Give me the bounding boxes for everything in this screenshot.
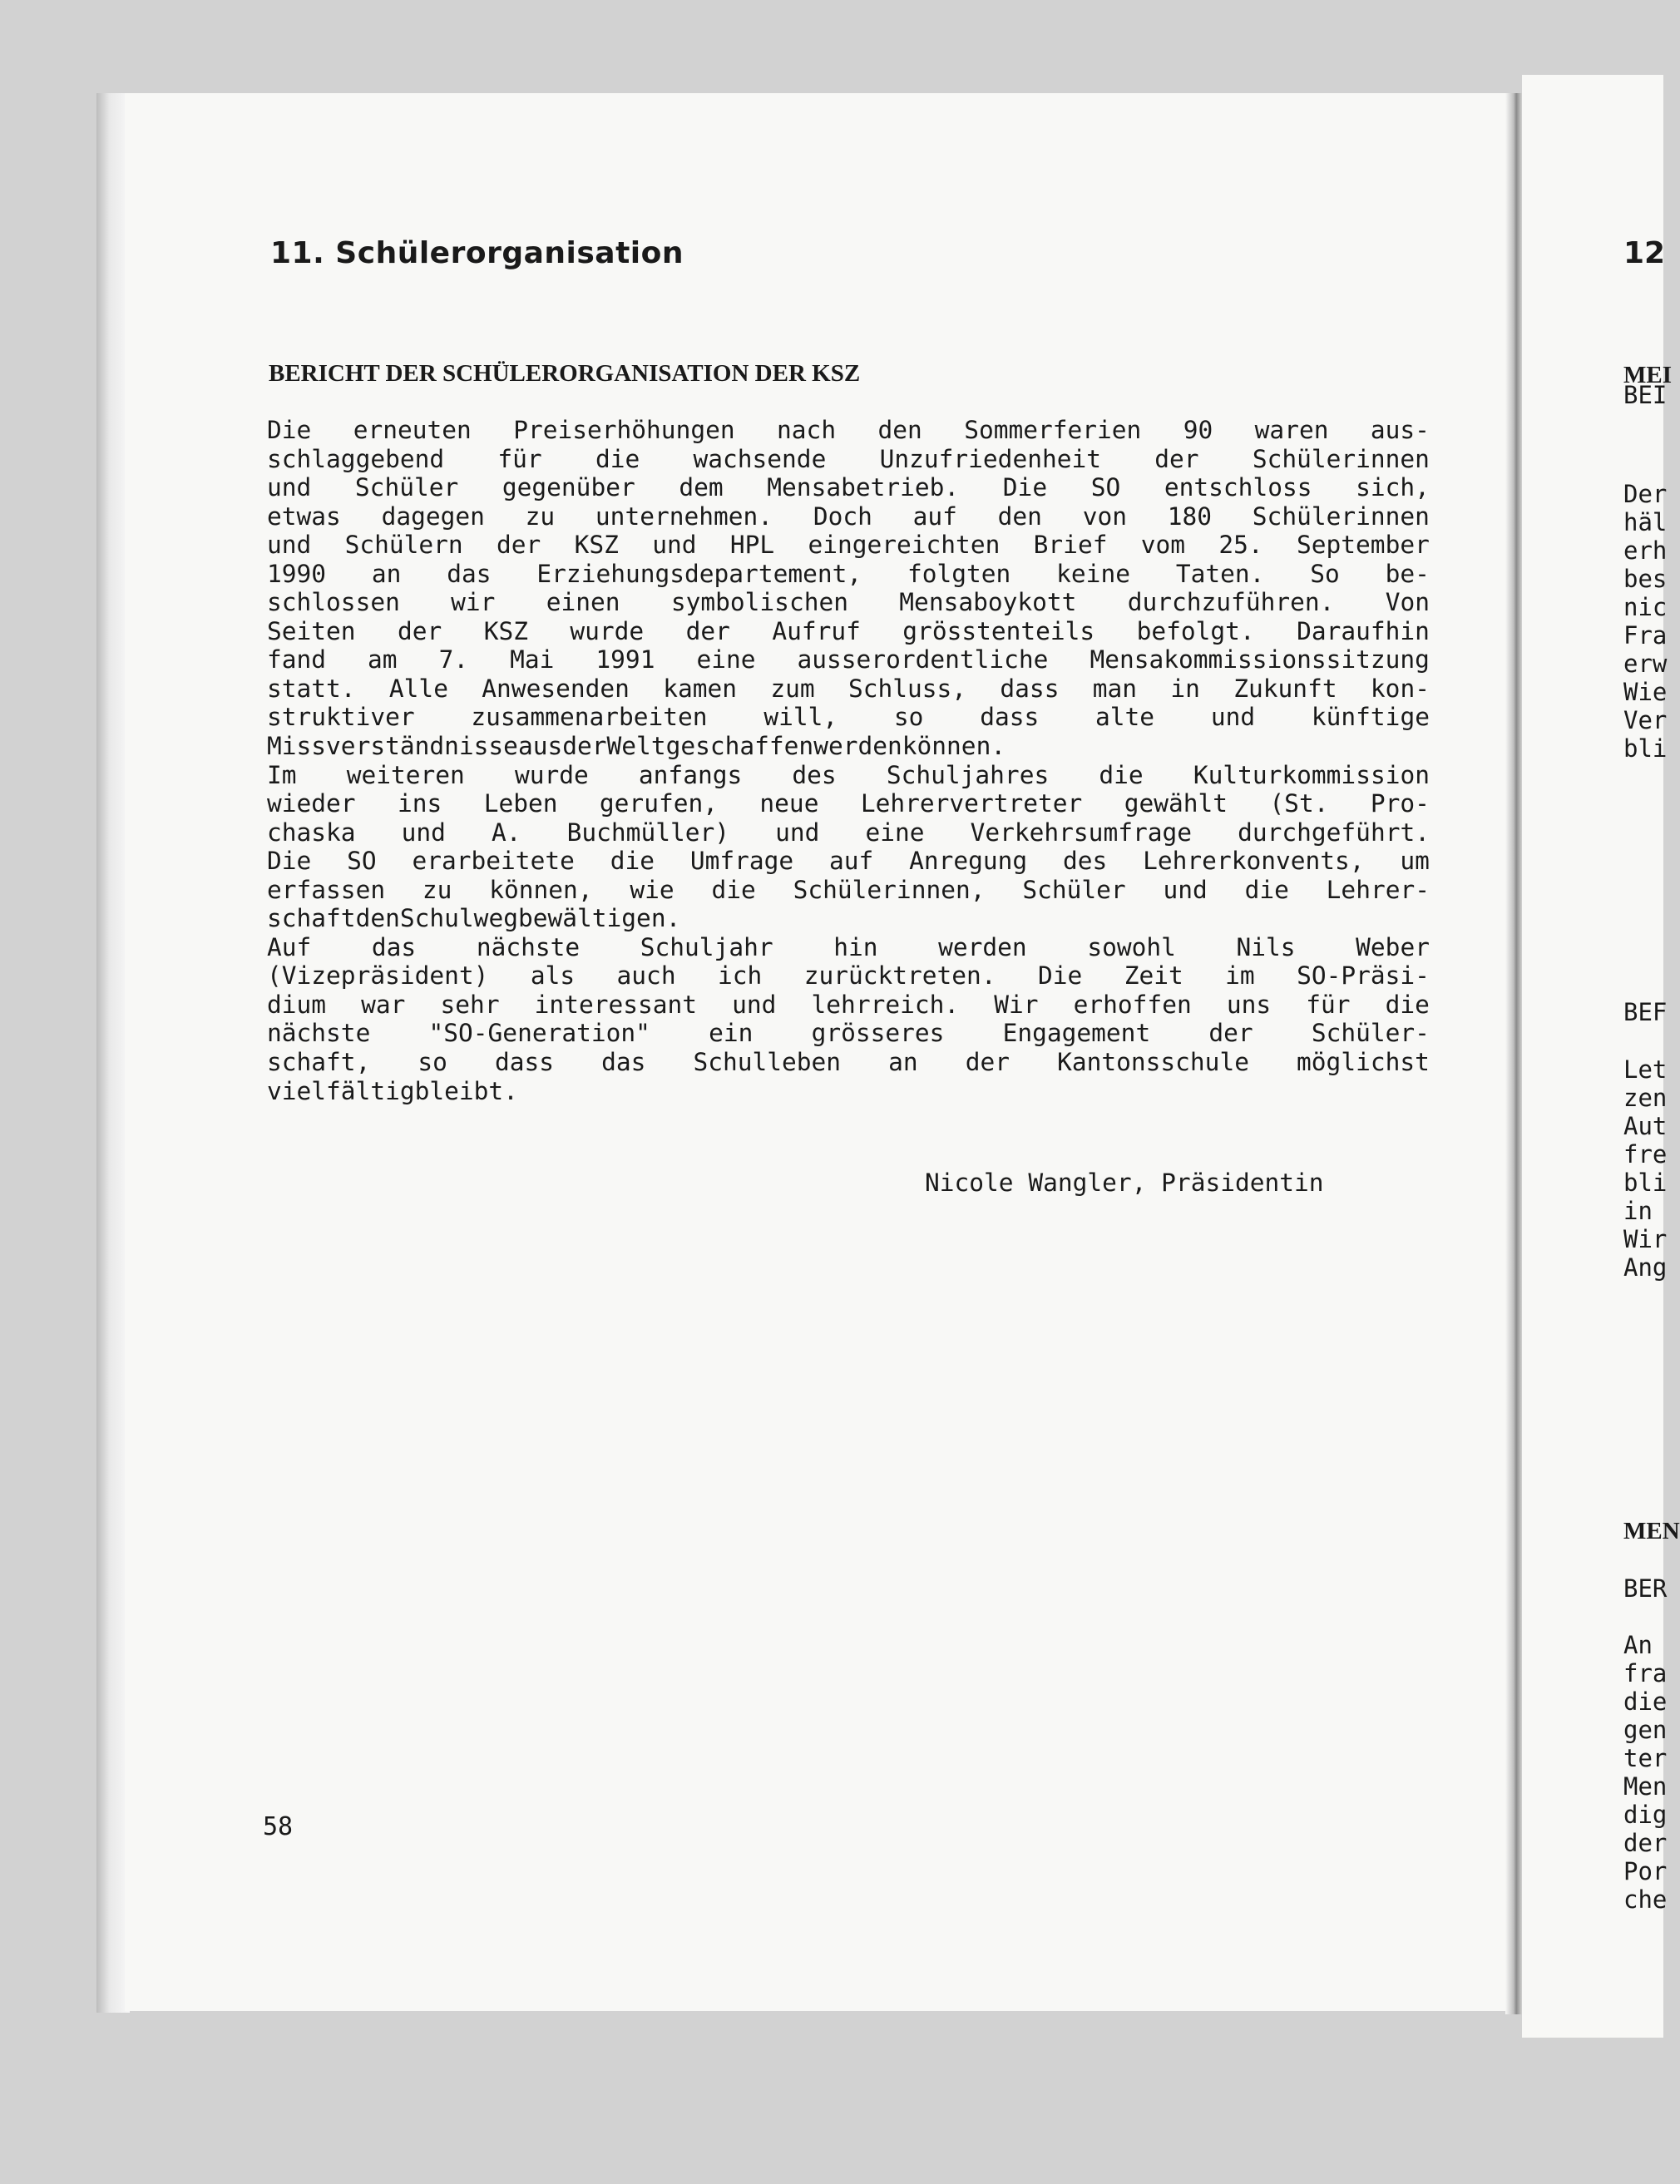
body-line — [267, 847, 1430, 876]
body-word: um — [1400, 847, 1430, 876]
body-word: folgten — [907, 559, 1011, 588]
body-word: Seiten — [267, 616, 356, 645]
body-word: 90 — [1183, 416, 1213, 444]
body-word: KSZ — [483, 616, 528, 645]
body-word: Alle — [388, 674, 448, 703]
body-word: nach — [777, 416, 837, 444]
body-word: Anwesenden — [482, 674, 630, 703]
body-word: Schüler- — [1311, 1019, 1430, 1048]
body-word: gerufen, — [599, 789, 718, 818]
body-word: des — [792, 760, 837, 789]
body-word: geschaffen — [665, 732, 814, 761]
book-spine — [1505, 93, 1524, 2014]
body-word: Aufruf — [772, 616, 861, 645]
body-word: weiteren — [346, 760, 465, 789]
body-word: Lehrer- — [1326, 875, 1430, 904]
body-word: struktiver — [267, 703, 415, 732]
body-word: hin — [833, 932, 878, 961]
body-word: erhoffen — [1073, 990, 1192, 1019]
body-word: Schülerinnen — [1252, 502, 1430, 531]
body-line — [267, 473, 1430, 502]
body-word: kon- — [1370, 674, 1430, 703]
body-word: symbolischen — [670, 588, 848, 617]
body-word: aus- — [1370, 416, 1430, 444]
body-word: der — [1154, 444, 1199, 473]
body-word: und — [775, 818, 820, 847]
body-word: waren — [1254, 416, 1329, 444]
body-word: schaft, — [267, 1048, 371, 1077]
body-word: aus — [517, 732, 563, 761]
body-word: wurde — [514, 760, 589, 789]
right-page-fragment: Aut — [1623, 1112, 1668, 1140]
body-word: keine — [1056, 559, 1130, 588]
body-line — [267, 588, 1430, 617]
body-word: ich — [717, 961, 763, 991]
right-page-fragment: gen — [1623, 1716, 1668, 1744]
body-word: wir — [451, 588, 496, 617]
body-word: Sommerferien — [964, 416, 1142, 444]
body-word: gegenüber — [502, 473, 635, 502]
body-word: KSZ — [574, 531, 619, 560]
report-title: BERICHT DER SCHÜLERORGANISATION DER KSZ — [269, 360, 861, 387]
body-word: und — [652, 531, 697, 560]
body-word: Kantonsschule — [1057, 1048, 1249, 1077]
body-word: die — [711, 875, 756, 904]
body-word: von — [1082, 502, 1127, 531]
body-word: Die — [267, 847, 312, 876]
body-word: So — [1310, 559, 1340, 588]
body-word: Im — [267, 760, 297, 789]
body-word: und — [267, 473, 312, 502]
body-word: Zukunft — [1233, 674, 1337, 703]
right-page-fragment: BER — [1623, 1574, 1668, 1603]
body-word: interessant — [534, 990, 698, 1019]
signature: Nicole Wangler, Präsidentin — [925, 1169, 1324, 1197]
body-word: gewählt — [1124, 789, 1228, 818]
body-word: schlaggebend — [267, 444, 445, 473]
body-word: zu — [525, 502, 556, 531]
body-word: Schüler — [354, 473, 459, 502]
right-page-fragment: che — [1623, 1885, 1668, 1914]
body-word: Brief — [1033, 531, 1108, 560]
body-line — [267, 961, 1430, 991]
body-word: (Vizepräsident) — [267, 961, 489, 991]
right-page-fragment: zen — [1623, 1084, 1668, 1112]
body-word: chaska — [267, 818, 356, 847]
body-word: wie — [630, 875, 674, 904]
body-word: eine — [696, 645, 756, 674]
right-page-fragment: nic — [1623, 593, 1668, 621]
body-word: der — [562, 732, 607, 761]
right-page-fragment: An — [1623, 1631, 1653, 1659]
body-word: können, — [489, 875, 593, 904]
body-word: vielfältig — [267, 1076, 415, 1105]
body-word: den — [877, 416, 922, 444]
body-line — [267, 617, 1430, 646]
body-word: Doch — [813, 502, 872, 531]
body-word: Die — [267, 416, 312, 444]
body-word: Umfrage — [689, 847, 794, 876]
body-word: Verkehrsumfrage — [970, 818, 1193, 847]
body-word: 180 — [1167, 502, 1213, 531]
body-word: einen — [546, 588, 620, 617]
body-word: Zeit — [1124, 961, 1183, 991]
right-page-fragment: bli — [1623, 1169, 1668, 1197]
body-word: Mensabetrieb. — [767, 473, 960, 502]
body-word: vom — [1140, 531, 1186, 560]
body-word: erneuten — [353, 416, 472, 444]
body-word: SO — [1090, 473, 1121, 502]
body-line — [267, 732, 1430, 761]
body-word: und — [732, 990, 777, 1019]
body-line — [267, 703, 1430, 732]
body-word: Die — [1037, 961, 1083, 991]
body-word: dagegen — [381, 502, 485, 531]
body-word: so — [893, 703, 924, 732]
body-word: Schulweg — [399, 904, 518, 933]
body-word: will, — [763, 703, 838, 732]
body-line — [267, 1077, 1430, 1106]
body-word: die — [1244, 875, 1289, 904]
right-page-fragment: Ang — [1623, 1253, 1668, 1282]
body-word: und — [1163, 875, 1208, 904]
body-word: Mensakommissionssitzung — [1090, 645, 1430, 674]
body-word: bleibt. — [414, 1076, 518, 1105]
body-word: für — [497, 444, 542, 473]
body-word: A. — [492, 818, 521, 847]
report-body — [267, 416, 1430, 1105]
body-word: Auf — [267, 932, 312, 961]
body-word: die — [610, 847, 655, 876]
body-word: für — [1306, 990, 1351, 1019]
body-word: zurücktreten. — [803, 961, 996, 991]
body-word: Welt — [606, 732, 666, 761]
body-word: ausserordentliche — [797, 645, 1049, 674]
right-page-fragment: BEI — [1623, 381, 1668, 409]
body-word: schlossen — [267, 588, 400, 617]
right-page-fragment: der — [1623, 1829, 1668, 1857]
body-word: an — [371, 559, 402, 588]
body-word: die — [1099, 760, 1144, 789]
body-word: auch — [616, 961, 676, 991]
body-word: zu — [422, 875, 452, 904]
body-word: durchgeführt. — [1238, 818, 1430, 847]
body-word: können. — [902, 732, 1006, 761]
body-word: dem — [679, 473, 724, 502]
body-word: so — [418, 1048, 447, 1077]
right-page-fragment: erw — [1623, 650, 1668, 678]
body-word: in — [1170, 674, 1200, 703]
body-word: befolgt. — [1136, 616, 1255, 645]
right-page-fragment: die — [1623, 1687, 1668, 1716]
body-word: statt. — [267, 674, 356, 703]
right-page-fragment: dig — [1623, 1801, 1668, 1829]
body-line — [267, 904, 1430, 933]
body-word: be- — [1385, 559, 1430, 588]
body-word: sowohl — [1087, 932, 1176, 961]
body-word: Pro- — [1370, 789, 1430, 818]
body-word: sich, — [1356, 473, 1430, 502]
body-word: Wir — [994, 990, 1039, 1019]
right-page-fragment: bes — [1623, 565, 1668, 593]
body-word: nächste — [476, 932, 581, 961]
body-word: Schuljahres — [886, 760, 1050, 789]
right-page-fragment: BEF — [1623, 998, 1668, 1026]
body-word: Mai — [510, 645, 555, 674]
body-word: bewältigen. — [517, 904, 681, 933]
body-word: Schülerinnen, — [793, 875, 986, 904]
body-word: künftige — [1311, 703, 1430, 732]
body-word: zusammenarbeiten — [471, 703, 708, 732]
body-word: das — [371, 932, 417, 961]
body-word: war — [361, 990, 406, 1019]
right-page-fragment: 12 — [1623, 236, 1666, 270]
body-word: Unzufriedenheit — [879, 444, 1102, 473]
body-word: der — [685, 616, 730, 645]
body-word: die — [1385, 990, 1430, 1019]
body-word: nächste — [267, 1019, 371, 1048]
body-line — [267, 789, 1430, 818]
body-line — [267, 761, 1430, 790]
right-page-fragment: Let — [1623, 1055, 1668, 1084]
body-word: Schuljahr — [640, 932, 773, 961]
body-word: erfassen — [267, 875, 386, 904]
body-line — [267, 645, 1430, 674]
page-number: 58 — [263, 1812, 294, 1841]
right-page-fragment: Wir — [1623, 1225, 1668, 1253]
right-page-fragment: Wie — [1623, 678, 1668, 706]
right-page-fragment: häl — [1623, 508, 1668, 536]
body-word: HPL — [729, 531, 775, 560]
body-word: Lehrervertreter — [860, 789, 1083, 818]
body-word: Engagement — [1002, 1019, 1151, 1048]
body-word: Schulleben — [693, 1048, 842, 1077]
body-word: wieder — [267, 789, 356, 818]
body-line — [267, 416, 1430, 445]
right-page-fragment: in — [1623, 1197, 1653, 1225]
body-word: am — [368, 645, 398, 674]
body-word: Von — [1385, 588, 1430, 617]
right-page-fragment: MEN — [1623, 1518, 1680, 1544]
body-word: 25. — [1218, 531, 1263, 560]
body-line — [267, 818, 1430, 847]
body-word: "SO-Generation" — [428, 1019, 650, 1048]
body-word: Daraufhin — [1297, 616, 1430, 645]
right-page-fragment: MEI — [1623, 362, 1672, 388]
right-page-fragment: erh — [1623, 536, 1668, 565]
body-word: grösseres — [811, 1019, 945, 1048]
body-word: möglichst — [1297, 1048, 1430, 1077]
body-word: Nils — [1236, 932, 1296, 961]
body-word: durchzuführen. — [1127, 588, 1335, 617]
body-word: ins — [397, 789, 442, 818]
body-word: der — [965, 1048, 1010, 1077]
body-word: dass — [494, 1048, 555, 1077]
body-word: das — [447, 559, 492, 588]
body-line — [267, 531, 1430, 560]
right-page-fragment: Fra — [1623, 621, 1668, 650]
body-line — [267, 933, 1430, 962]
body-word: an — [888, 1048, 918, 1077]
body-word: Missverständnisse — [267, 732, 518, 761]
body-word: ein — [709, 1019, 754, 1048]
body-word: eine — [865, 818, 925, 847]
body-word: der — [397, 616, 442, 645]
body-word: 1991 — [595, 645, 655, 674]
body-word: alte — [1095, 703, 1155, 732]
body-word: September — [1297, 531, 1430, 560]
right-page-fragment: Por — [1623, 1857, 1668, 1885]
body-word: fand — [267, 645, 327, 674]
body-word: SO-Präsi- — [1297, 961, 1430, 991]
body-word: den — [997, 502, 1042, 531]
body-word: die — [595, 444, 640, 473]
body-word: Schluss, — [847, 674, 967, 703]
body-word: anfangs — [638, 760, 743, 789]
body-word: Kulturkommission — [1193, 760, 1430, 789]
body-word: wurde — [570, 616, 645, 645]
right-page-fragment: fra — [1623, 1659, 1668, 1687]
body-word: und — [401, 818, 446, 847]
right-page-fragment: fre — [1623, 1140, 1668, 1169]
body-word: als — [530, 961, 576, 991]
body-word: Weber — [1356, 932, 1430, 961]
body-word: auf — [828, 847, 874, 876]
body-line — [267, 445, 1430, 474]
body-word: im — [1225, 961, 1255, 991]
body-word: dium — [267, 990, 327, 1019]
body-word: Lehrerkonvents, — [1143, 847, 1365, 876]
body-word: Schülerinnen — [1252, 444, 1430, 473]
body-word: dass — [980, 703, 1040, 732]
body-word: dass — [1000, 674, 1060, 703]
body-word: zum — [770, 674, 815, 703]
body-word: Erziehungsdepartement, — [536, 559, 862, 588]
body-word: und — [267, 531, 312, 560]
right-page-fragment: bli — [1623, 734, 1668, 763]
body-line — [267, 502, 1430, 531]
body-word: (St. — [1269, 789, 1329, 818]
body-word: und — [1210, 703, 1256, 732]
right-page-fragment: Der — [1623, 480, 1668, 508]
body-line — [267, 1048, 1430, 1077]
body-word: uns — [1226, 990, 1272, 1019]
body-word: lehrreich. — [811, 990, 960, 1019]
body-word: das — [601, 1048, 646, 1077]
body-word: grösstenteils — [902, 616, 1095, 645]
body-word: 7. — [438, 645, 469, 674]
body-word: Schülern — [344, 531, 463, 560]
body-word: des — [1063, 847, 1108, 876]
right-page-fragment: ter — [1623, 1744, 1668, 1772]
body-word: Schüler — [1022, 875, 1126, 904]
right-page-fragment: Men — [1623, 1772, 1668, 1801]
body-line — [267, 991, 1430, 1020]
body-word: den — [355, 904, 400, 933]
body-word: Leben — [483, 789, 558, 818]
body-word: schaft — [267, 904, 356, 933]
body-word: entschloss — [1164, 473, 1312, 502]
body-line — [267, 1019, 1430, 1048]
body-word: Mensaboykott — [899, 588, 1077, 617]
body-line — [267, 876, 1430, 905]
body-word: werden — [813, 732, 902, 761]
right-page-fragment: Ver — [1623, 706, 1668, 734]
body-word: Preiserhöhungen — [513, 416, 735, 444]
body-word: werden — [938, 932, 1027, 961]
body-word: 1990 — [267, 559, 327, 588]
body-line — [267, 674, 1430, 704]
body-line — [267, 560, 1430, 589]
body-word: der — [497, 531, 541, 560]
body-word: Die — [1002, 473, 1048, 502]
body-word: Buchmüller) — [566, 818, 730, 847]
body-word: wachsende — [693, 444, 827, 473]
body-word: auf — [912, 502, 957, 531]
body-word: erarbeitete — [412, 847, 575, 876]
body-word: neue — [759, 789, 819, 818]
body-word: unternehmen. — [595, 502, 773, 531]
body-word: der — [1208, 1019, 1253, 1048]
body-word: sehr — [440, 990, 500, 1019]
body-word: man — [1092, 674, 1138, 703]
body-word: Taten. — [1175, 559, 1265, 588]
section-heading: 11. Schülerorganisation — [270, 236, 684, 270]
body-word: kamen — [663, 674, 738, 703]
body-word: Anregung — [909, 847, 1028, 876]
body-word: eingereichten — [808, 531, 1001, 560]
body-word: SO — [347, 847, 377, 876]
body-word: etwas — [267, 502, 341, 531]
